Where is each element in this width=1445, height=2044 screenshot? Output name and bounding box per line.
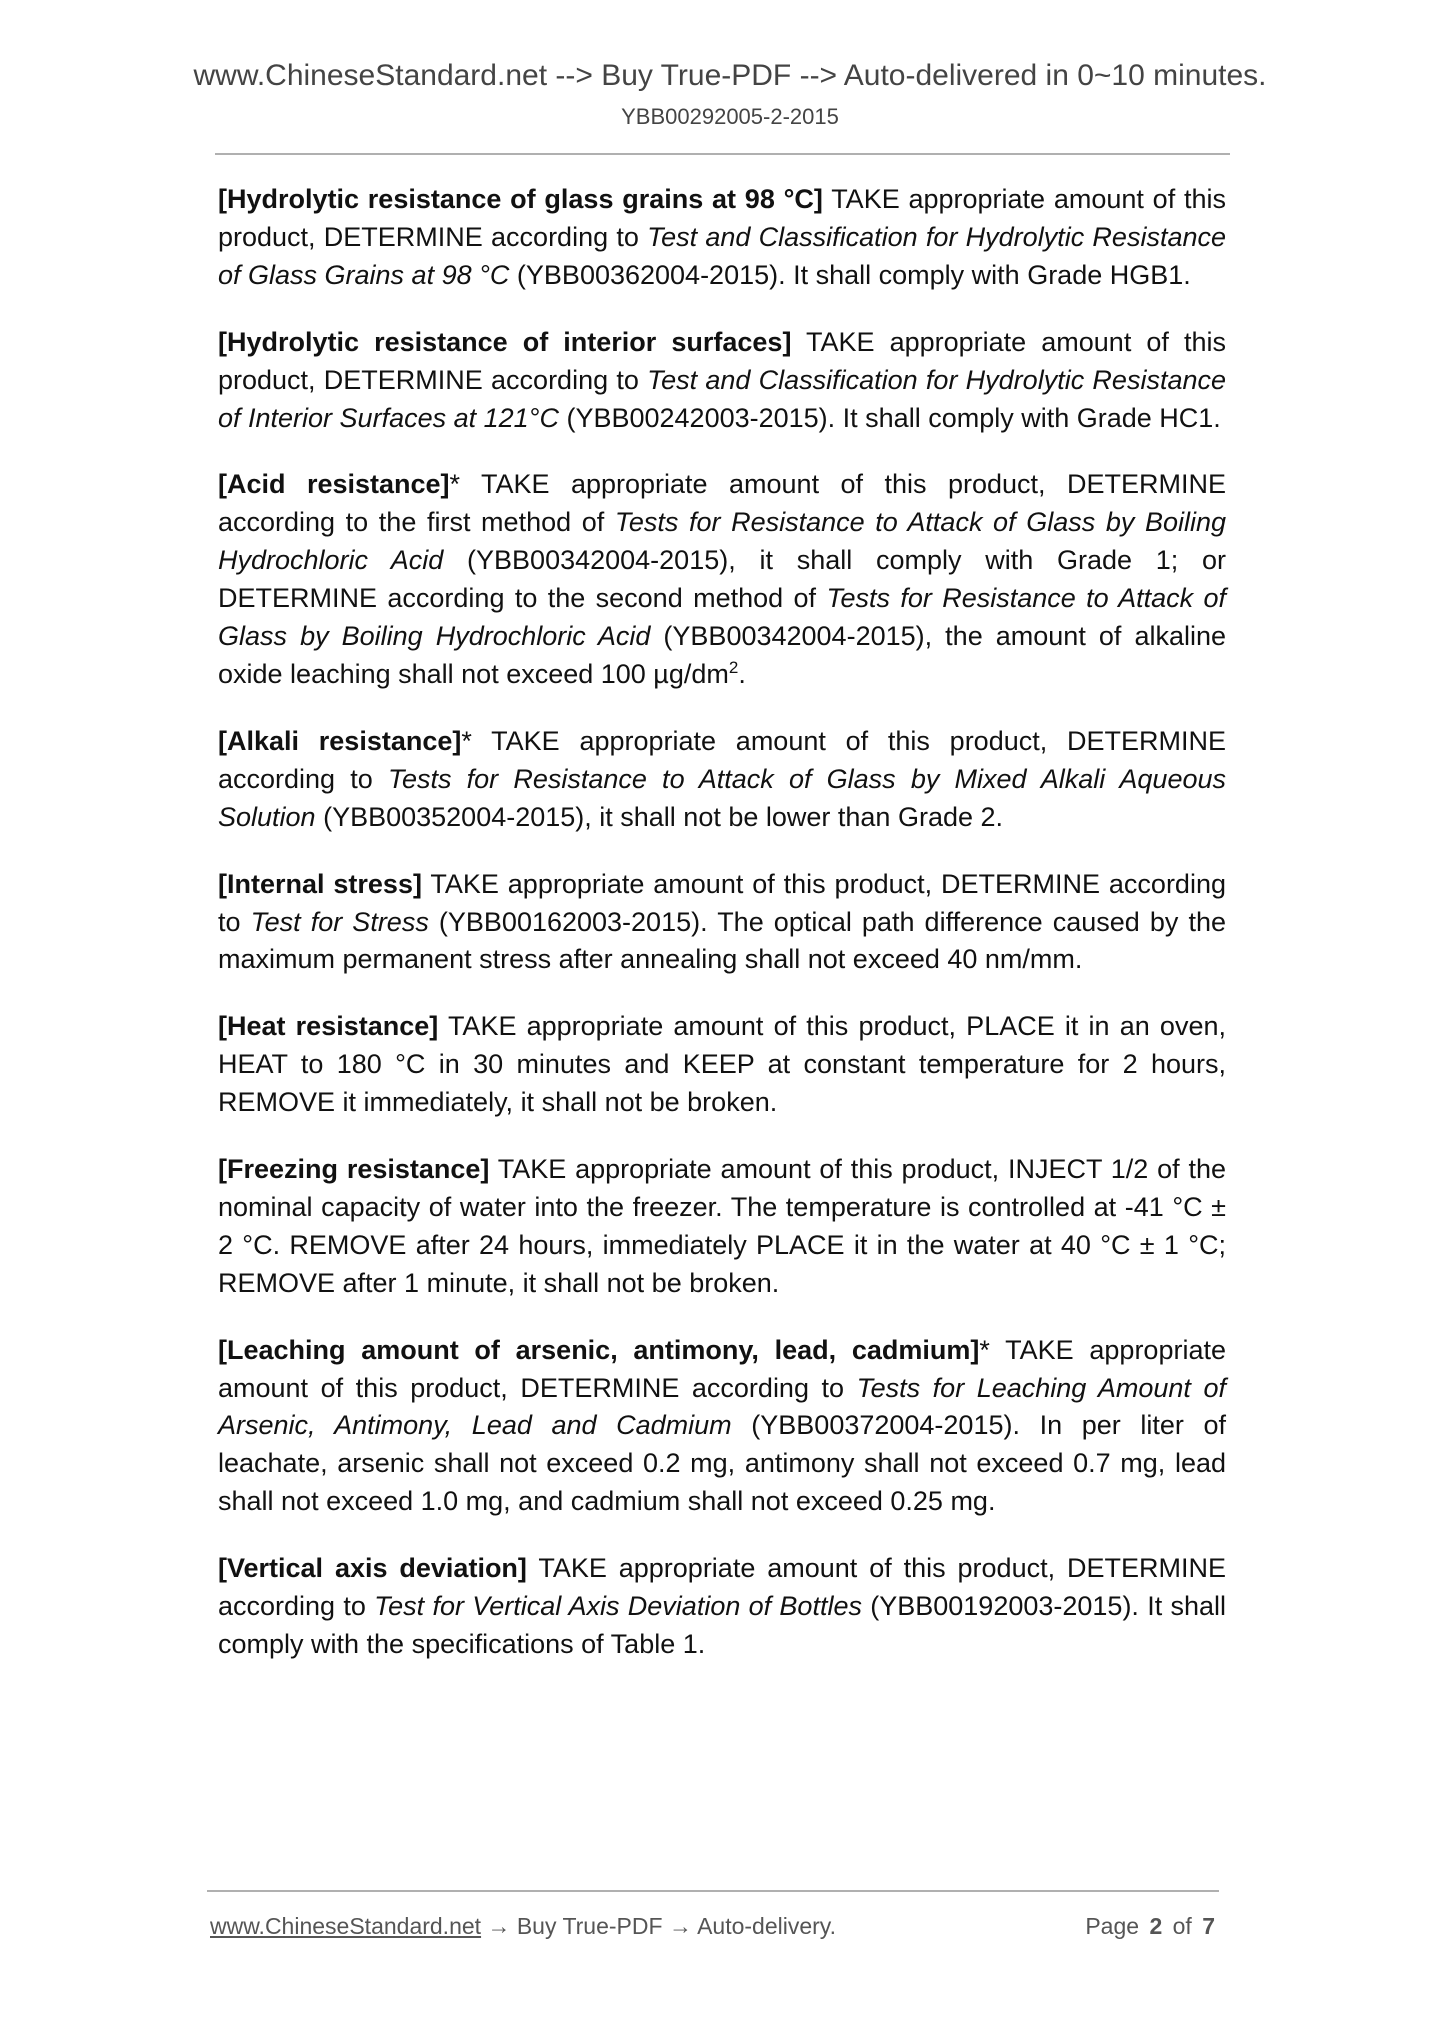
page-indicator: Page 2 of 7 [1085,1913,1215,1939]
cited-standard-title: Tests for Resistance to Attack of Glass by Mixed Alkali Aqueous Solution [218,763,1226,832]
asterisk-mark: * [449,469,461,500]
header-divider [215,153,1230,155]
paragraph-internal-stress: [Internal stress] TAKE appropriate amount of this product, DETERMINE according to Test for Stress (YBB00162003-2015). The optical path difference caused by the maximum permanent stress after annealing shall not exceed 40 nm/mm. [218,868,1226,975]
paragraph-freezing-resistance: [Freezing resistance] TAKE appropriate amount of this product, INJECT 1/2 of the nominal capacity of water into the freezer. The temperature is controlled at -41 °C ± 2 °C. REMOVE after 24 hours, immediately PLACE it in the water at 40 °C ± 1 °C; REMOVE after 1 minute, it shall not be broken. [218,1154,1227,1298]
cited-standard-title: Tests for Resistance to Attack of Glass by Boiling Hydrochloric Acid [218,507,1226,576]
section-title: [Vertical axis deviation] [218,1553,527,1584]
section-title: [Hydrolytic resistance of interior surfaces] [218,326,792,357]
cited-standard-title: Tests for Resistance to Attack of Glass by Boiling Hydrochloric Acid [218,583,1227,652]
paragraph-heat-resistance: [Heat resistance] TAKE appropriate amount of this product, PLACE it in an oven, HEAT to 180 °C in 30 minutes and KEEP at constant temperature for 2 hours, REMOVE it immediately, it shall not be broken. [218,1011,1226,1118]
footer-promo: www.ChineseStandard.net → Buy True-PDF → Auto-delivery. [210,1913,836,1939]
document-body [218,181,1226,1693]
superscript: 2 [728,657,739,677]
section-title: [Heat resistance] [218,1011,439,1042]
footer-site-link[interactable]: www.ChineseStandard.net [210,1913,482,1939]
paragraph-leaching-amount: [Leaching amount of arsenic, antimony, lead, cadmium]* TAKE appropriate amount of this product, DETERMINE according to Tests for Leaching Amount of Arsenic, Antimony, Lead and Cadmium (YBB00372004-2015). In per liter of leachate, arsenic shall not exceed 0.2 mg, antimony shall not exceed 0.7 mg, lead shall not exceed 1.0 mg, and cadmium shall not exceed 0.25 mg. [218,1334,1226,1517]
section-title: [Leaching amount of arsenic, antimony, lead, cadmium] [218,1334,980,1365]
paragraph-hydrolytic-interior: [Hydrolytic resistance of interior surfaces] TAKE appropriate amount of this product, DETERMINE according to Test and Classification for Hydrolytic Resistance of Interior Surfaces at 121°C (YBB00242003-2015). It shall comply with Grade HC1. [218,326,1226,433]
paragraph-alkali-resistance: [Alkali resistance]* TAKE appropriate amount of this product, DETERMINE according to Tests for Resistance to Attack of Glass by Mixed Alkali Aqueous Solution (YBB00352004-2015), it shall not be lower than Grade 2. [218,725,1226,832]
asterisk-mark: * [979,1334,990,1365]
footer-divider [207,1890,1219,1892]
arrow-right-icon: → [487,1913,511,1939]
total-pages: 7 [1202,1913,1215,1939]
paragraph-vertical-axis-deviation: [Vertical axis deviation] TAKE appropriate amount of this product, DETERMINE according to Test for Vertical Axis Deviation of Bottles (YBB00192003-2015). It shall comply with the specifications of Table 1. [218,1553,1227,1659]
section-title: [Alkali resistance] [218,725,462,756]
paragraph-hydrolytic-grains: [Hydrolytic resistance of glass grains at 98 °C] TAKE appropriate amount of this product, DETERMINE according to Test and Classification for Hydrolytic Resistance of Glass Grains at 98 °C (YBB00362004-2015). It shall comply with Grade HGB1. [218,184,1226,290]
arrow-right-icon: → [668,1913,692,1939]
section-title: [Internal stress] [218,868,422,899]
standard-code: YBB00292005-2-2015 [621,104,839,129]
section-title: [Acid resistance] [218,469,450,500]
header-banner: www.ChineseStandard.net --> Buy True-PDF --> Auto-delivered in 0~10 minutes. [193,59,1267,92]
cited-standard-title: Tests for Leaching Amount of Arsenic, Antimony, Lead and Cadmium [218,1372,1226,1441]
section-title: [Hydrolytic resistance of glass grains at 98 °C] [218,184,823,214]
cited-standard-title: Test for Stress [250,906,429,937]
asterisk-mark: * [461,725,472,756]
current-page: 2 [1149,1913,1163,1939]
cited-standard-title: Test and Classification for Hydrolytic Resistance of Glass Grains at 98 °C [218,221,1226,290]
cited-standard-title: Test and Classification for Hydrolytic Resistance of Interior Surfaces at 121°C [218,364,1226,433]
cited-standard-title: Test for Vertical Axis Deviation of Bottles [374,1591,862,1622]
paragraph-acid-resistance: [Acid resistance]* TAKE appropriate amount of this product, DETERMINE according to the first method of Tests for Resistance to Attack of Glass by Boiling Hydrochloric Acid (YBB00342004-2015), it shall comply with Grade 1; or DETERMINE according to the second method of Tests for Resistance to Attack of Glass by Boiling Hydrochloric Acid (YBB00342004-2015), the amount of alkaline oxide leaching shall not exceed 100 $\mu g/dm^2$. [218,469,1227,689]
section-title: [Freezing resistance] [218,1154,490,1185]
